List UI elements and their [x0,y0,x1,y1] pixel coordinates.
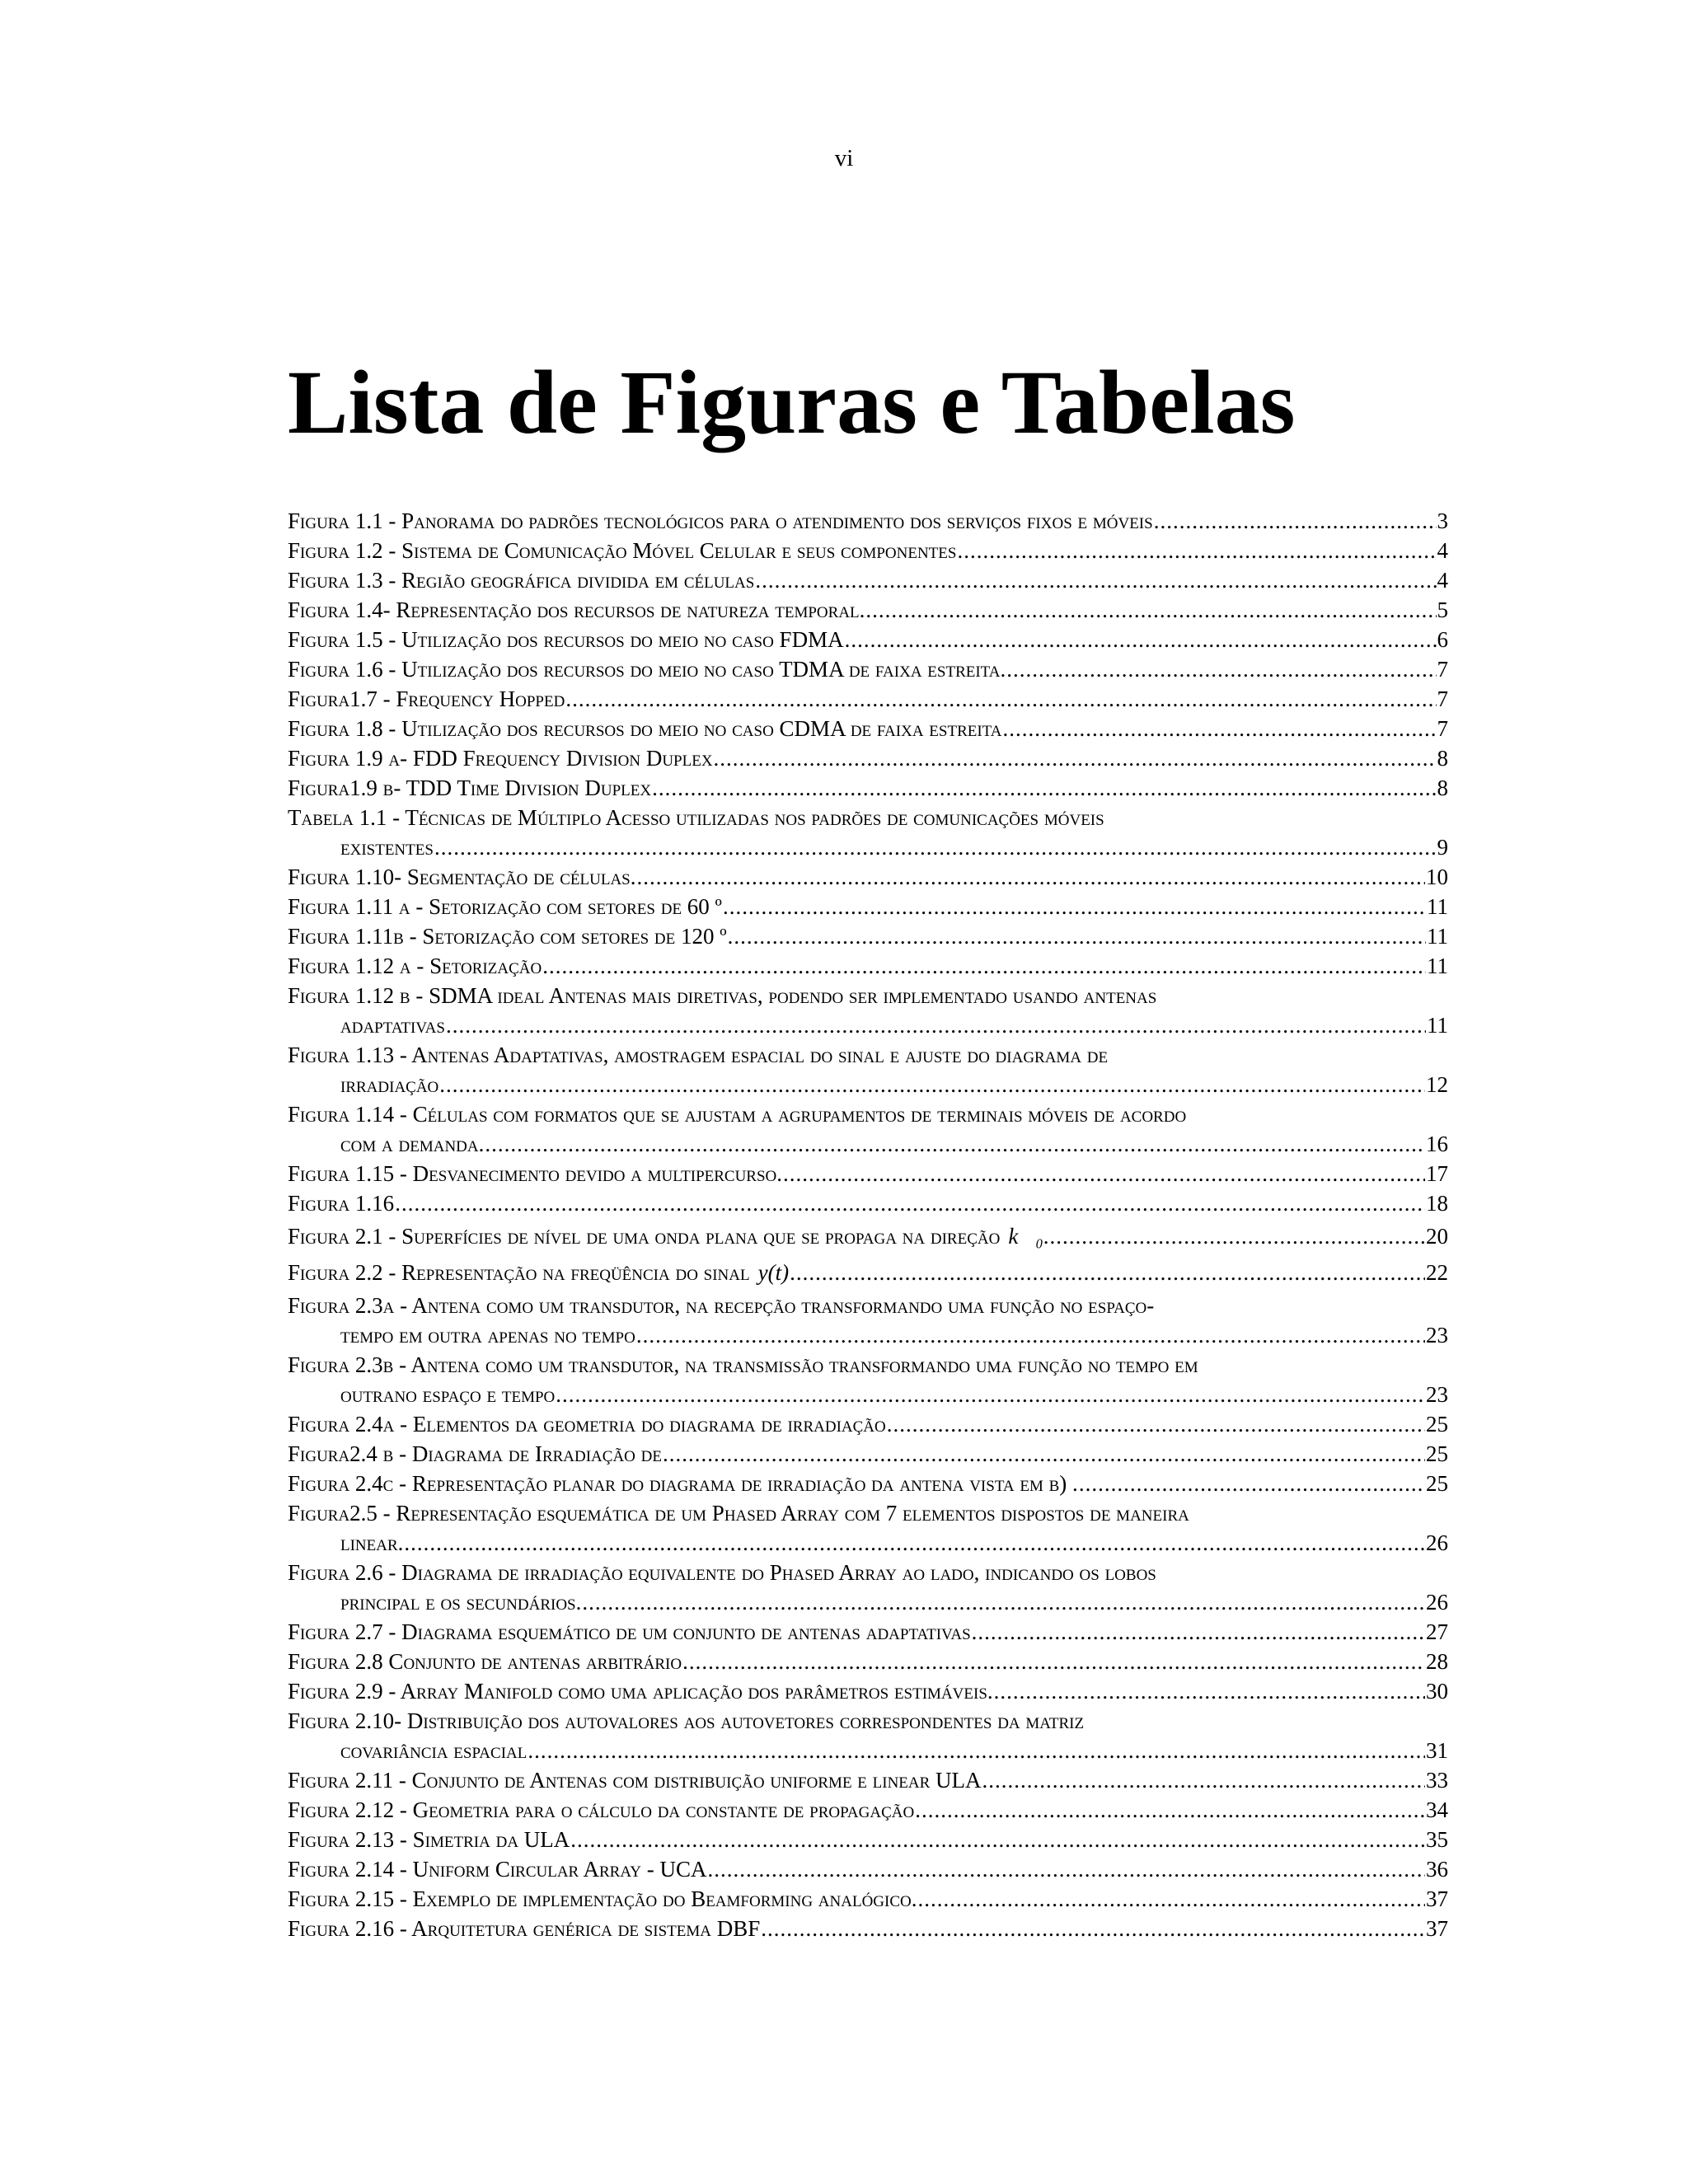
dot-leader [565,684,1436,714]
toc-entry [288,1159,1448,1188]
entry-label: Figura 2.15 - Exemplo de implementação do Beamforming analógico. [288,1886,917,1911]
toc-entry [288,684,1448,714]
toc-entry [288,1040,1448,1099]
toc-entry [288,743,1448,773]
toc-entry [288,892,1448,921]
entry-label: Figura 2.4c - Representação planar do diagrama de irradiação da antena vista em b) . [288,1471,1078,1496]
entry-page: 25 [1426,1471,1448,1496]
entry-label: Figura1.7 - Frequency Hopped [288,687,565,711]
entry-label: irradiação [340,1072,439,1097]
dot-leader [865,595,1436,625]
entry-label: Figura 2.4a - Elementos da geometria do diagrama de irradiação [288,1412,886,1436]
toc-entry [288,1825,1448,1854]
dot-leader [1003,714,1437,743]
dot-leader [917,1884,1425,1914]
dot-leader [845,625,1437,654]
toc-entry [288,506,1448,536]
entry-label: Figura 1.1 - Panorama do padrões tecnológicos para o atendimento dos serviços fixos e móveis [288,509,1153,533]
dot-leader [887,1409,1425,1439]
entry-label [288,1218,1048,1254]
entry-page: 23 [1426,1382,1448,1407]
entry-label: covariância espacial [340,1738,528,1763]
table-of-figures [288,506,1448,1943]
entry-page: 7 [1437,687,1448,711]
dot-leader [485,1129,1425,1159]
page-title: Lista de Figuras e Tabelas [288,352,1296,452]
entry-label: Figura 2.8 Conjunto de antenas arbitrário [288,1649,682,1674]
entry-first-line: Figura 2.6 - Diagrama de irradiação equivalente do Phased Array ao lado, indicando os lobos [288,1560,1156,1585]
dot-leader [682,1647,1425,1676]
dot-leader [915,1795,1425,1825]
entry-label: Figura 1.2 - Sistema de Comunicação Móvel Celular e seus componentes [288,538,957,563]
entry-page: 37 [1426,1916,1448,1941]
entry-first-line: Figura 2.10- Distribuição dos autovalores aos autovetores correspondentes da matriz [288,1708,1085,1733]
entry-page: 10 [1426,865,1448,889]
dot-leader [570,1825,1425,1854]
toc-entry [288,565,1448,595]
dot-leader [714,743,1437,773]
toc-entry [288,862,1448,892]
toc-entry [288,1617,1448,1647]
dot-leader [404,1528,1425,1558]
entry-first-line: Figura 2.3a - Antena como um transdutor, na recepção transformando uma função no espaço- [288,1293,1155,1318]
entry-page: 6 [1437,627,1448,652]
entry-label: Figura 2.14 - Uniform Circular Array - UCA [288,1857,707,1882]
entry-page: 22 [1426,1260,1448,1285]
wave-vector-symbol: k⃗₀ [1008,1224,1043,1249]
entry-page: 26 [1426,1590,1448,1615]
toc-entry [288,1254,1448,1291]
dot-leader [982,1765,1425,1795]
entry-label: Figura 2.7 - Diagrama esquemático de um conjunto de antenas adaptativas [288,1619,971,1644]
entry-page: 7 [1437,716,1448,741]
entry-page: 23 [1426,1323,1448,1347]
page-number: vi [834,145,854,171]
entry-page: 28 [1426,1649,1448,1674]
entry-page: 31 [1426,1738,1448,1763]
dot-leader [728,921,1426,951]
toc-entry [288,1558,1448,1617]
entry-label: Figura 1.15 - Desvanecimento devido a multipercurso. [288,1161,783,1186]
entry-first-line: Figura 2.3b - Antena como um transdutor, na transmissão transformando uma função no tempo em [288,1352,1198,1377]
toc-entry [288,536,1448,565]
entry-first-line: Figura 1.13 - Antenas Adaptativas, amostragem espacial do sinal e ajuste do diagrama de [288,1043,1109,1067]
entry-label: existentes [340,835,434,860]
toc-entry [288,1498,1448,1558]
dot-leader [994,1676,1425,1706]
toc-entry [288,625,1448,654]
toc-entry [288,1647,1448,1676]
dot-leader [582,1587,1425,1617]
dot-leader [1079,1469,1425,1498]
toc-entry [288,951,1448,981]
entry-label: Figura 2.13 - Simetria da ULA [288,1827,570,1852]
entry-label: Figura 2.12 - Geometria para o cálculo da constante de propagação [288,1797,915,1822]
entry-page: 16 [1426,1132,1448,1156]
dot-leader [556,1380,1425,1409]
entry-label: Figura1.9 b- TDD Time Division Duplex [288,776,652,800]
toc-entry [288,1914,1448,1943]
toc-entry [288,1676,1448,1706]
dot-leader [957,536,1436,565]
entry-page: 11 [1427,954,1448,978]
entry-page: 27 [1426,1619,1448,1644]
entry-label: adaptativas [340,1013,445,1038]
entry-page: 25 [1426,1441,1448,1466]
entry-label: Figura 1.3 - Região geográfica dividida em células [288,568,755,593]
dot-leader [439,1070,1425,1099]
entry-page: 25 [1426,1412,1448,1436]
entry-label: Figura 1.11 a - Setorização com setores de 60 º [288,894,722,919]
entry-first-line: Figura 1.14 - Células com formatos que se ajustam a agrupamentos de terminais móveis de acordo [288,1102,1187,1127]
entry-label: Figura 1.8 - Utilização dos recursos do meio no caso CDMA de faixa estreita [288,716,1002,741]
entry-page: 35 [1426,1827,1448,1852]
dot-leader [723,892,1426,921]
dot-leader [1049,1218,1425,1254]
toc-entry [288,773,1448,803]
entry-page: 30 [1426,1679,1448,1704]
toc-entry [288,1469,1448,1498]
entry-first-line: Tabela 1.1 - Técnicas de Múltiplo Acesso utilizadas nos padrões de comunicações móveis [288,805,1104,830]
entry-first-line: Figura 1.12 b - SDMA ideal Antenas mais diretivas, podendo ser implementado usando antenas [288,983,1157,1008]
entry-page: 11 [1427,924,1448,949]
entry-label: Figura 2.16 - Arquitetura genérica de sistema DBF [288,1916,761,1941]
entry-label: linear. [340,1530,404,1555]
dot-leader [972,1617,1425,1647]
entry-label: Figura 2.11 - Conjunto de Antenas com distribuição uniforme e linear ULA [288,1768,982,1793]
toc-entry [288,1439,1448,1469]
dot-leader [434,832,1437,862]
toc-entry [288,1218,1448,1254]
entry-label: Figura 1.10- Segmentação de células. [288,865,636,889]
dot-leader [636,1320,1425,1350]
entry-label: Figura 1.4- Representação dos recursos de natureza temporal. [288,598,865,622]
toc-entry [288,1706,1448,1765]
entry-page: 36 [1426,1857,1448,1882]
entry-label: outrano espaço e tempo [340,1382,556,1407]
entry-page: 34 [1426,1797,1448,1822]
signal-symbol: y(t) [757,1260,790,1285]
entry-label: Figura 2.9 - Array Manifold como uma aplicação dos parâmetros estimáveis. [288,1679,993,1704]
dot-leader [446,1010,1426,1040]
entry-page: 20 [1426,1224,1448,1249]
entry-page: 7 [1437,657,1448,682]
dot-leader [636,862,1425,892]
entry-label: com a demanda. [340,1132,485,1156]
toc-entry [288,1409,1448,1439]
entry-page: 12 [1426,1072,1448,1097]
dot-leader [1006,654,1436,684]
entry-label: Figura 1.12 a - Setorização [288,954,542,978]
entry-page: 26 [1426,1530,1448,1555]
toc-entry [288,595,1448,625]
entry-page: 3 [1437,509,1448,533]
entry-label [288,1254,789,1291]
entry-page: 9 [1437,835,1448,860]
entry-page: 4 [1437,568,1448,593]
entry-label-text: Figura 2.1 - Superfícies de nível de uma onda plana que se propaga na direção [288,1224,1001,1249]
entry-page: 8 [1437,746,1448,771]
toc-entry [288,1291,1448,1350]
entry-first-line: Figura2.5 - Representação esquemática de um Phased Array com 7 elementos dispostos de maneira [288,1501,1189,1526]
dot-leader [528,1736,1425,1765]
dot-leader [755,565,1436,595]
toc-entry [288,803,1448,862]
entry-page: 37 [1426,1886,1448,1911]
toc-entry [288,1854,1448,1884]
entry-label: tempo em outra apenas no tempo [340,1323,635,1347]
toc-entry [288,1795,1448,1825]
toc-entry [288,654,1448,684]
entry-page: 11 [1427,1013,1448,1038]
dot-leader [663,1439,1425,1469]
entry-page: 4 [1437,538,1448,563]
entry-label: Figura2.4 b - Diagrama de Irradiação de [288,1441,662,1466]
entry-page: 5 [1437,598,1448,622]
entry-label-text: Figura 2.2 - Representação na freqüência do sinal [288,1260,750,1285]
entry-label: Figura 1.6 - Utilização dos recursos do meio no caso TDMA de faixa estreita. [288,657,1006,682]
dot-leader [790,1254,1425,1291]
dot-leader [395,1188,1425,1218]
entry-page: 17 [1426,1161,1448,1186]
dot-leader [783,1159,1425,1188]
toc-entry [288,1765,1448,1795]
entry-label-suffix: . [1043,1224,1049,1249]
dot-leader [542,951,1426,981]
dot-leader [708,1854,1425,1884]
entry-label: Figura 1.11b - Setorização com setores de 120 º [288,924,727,949]
toc-entry [288,981,1448,1040]
entry-page: 18 [1426,1191,1448,1216]
entry-label: Figura 1.5 - Utilização dos recursos do meio no caso FDMA [288,627,844,652]
entry-page: 33 [1426,1768,1448,1793]
toc-entry [288,714,1448,743]
entry-page: 11 [1427,894,1448,919]
toc-entry [288,921,1448,951]
toc-entry [288,1884,1448,1914]
entry-label: Figura 1.16 [288,1191,395,1216]
entry-label: Figura 1.9 a- FDD Frequency Division Duplex [288,746,713,771]
toc-entry [288,1099,1448,1159]
entry-page: 8 [1437,776,1448,800]
toc-entry [288,1350,1448,1409]
dot-leader [1154,506,1437,536]
entry-label: principal e os secundários. [340,1590,582,1615]
dot-leader [761,1914,1425,1943]
toc-entry [288,1188,1448,1218]
dot-leader [652,773,1436,803]
